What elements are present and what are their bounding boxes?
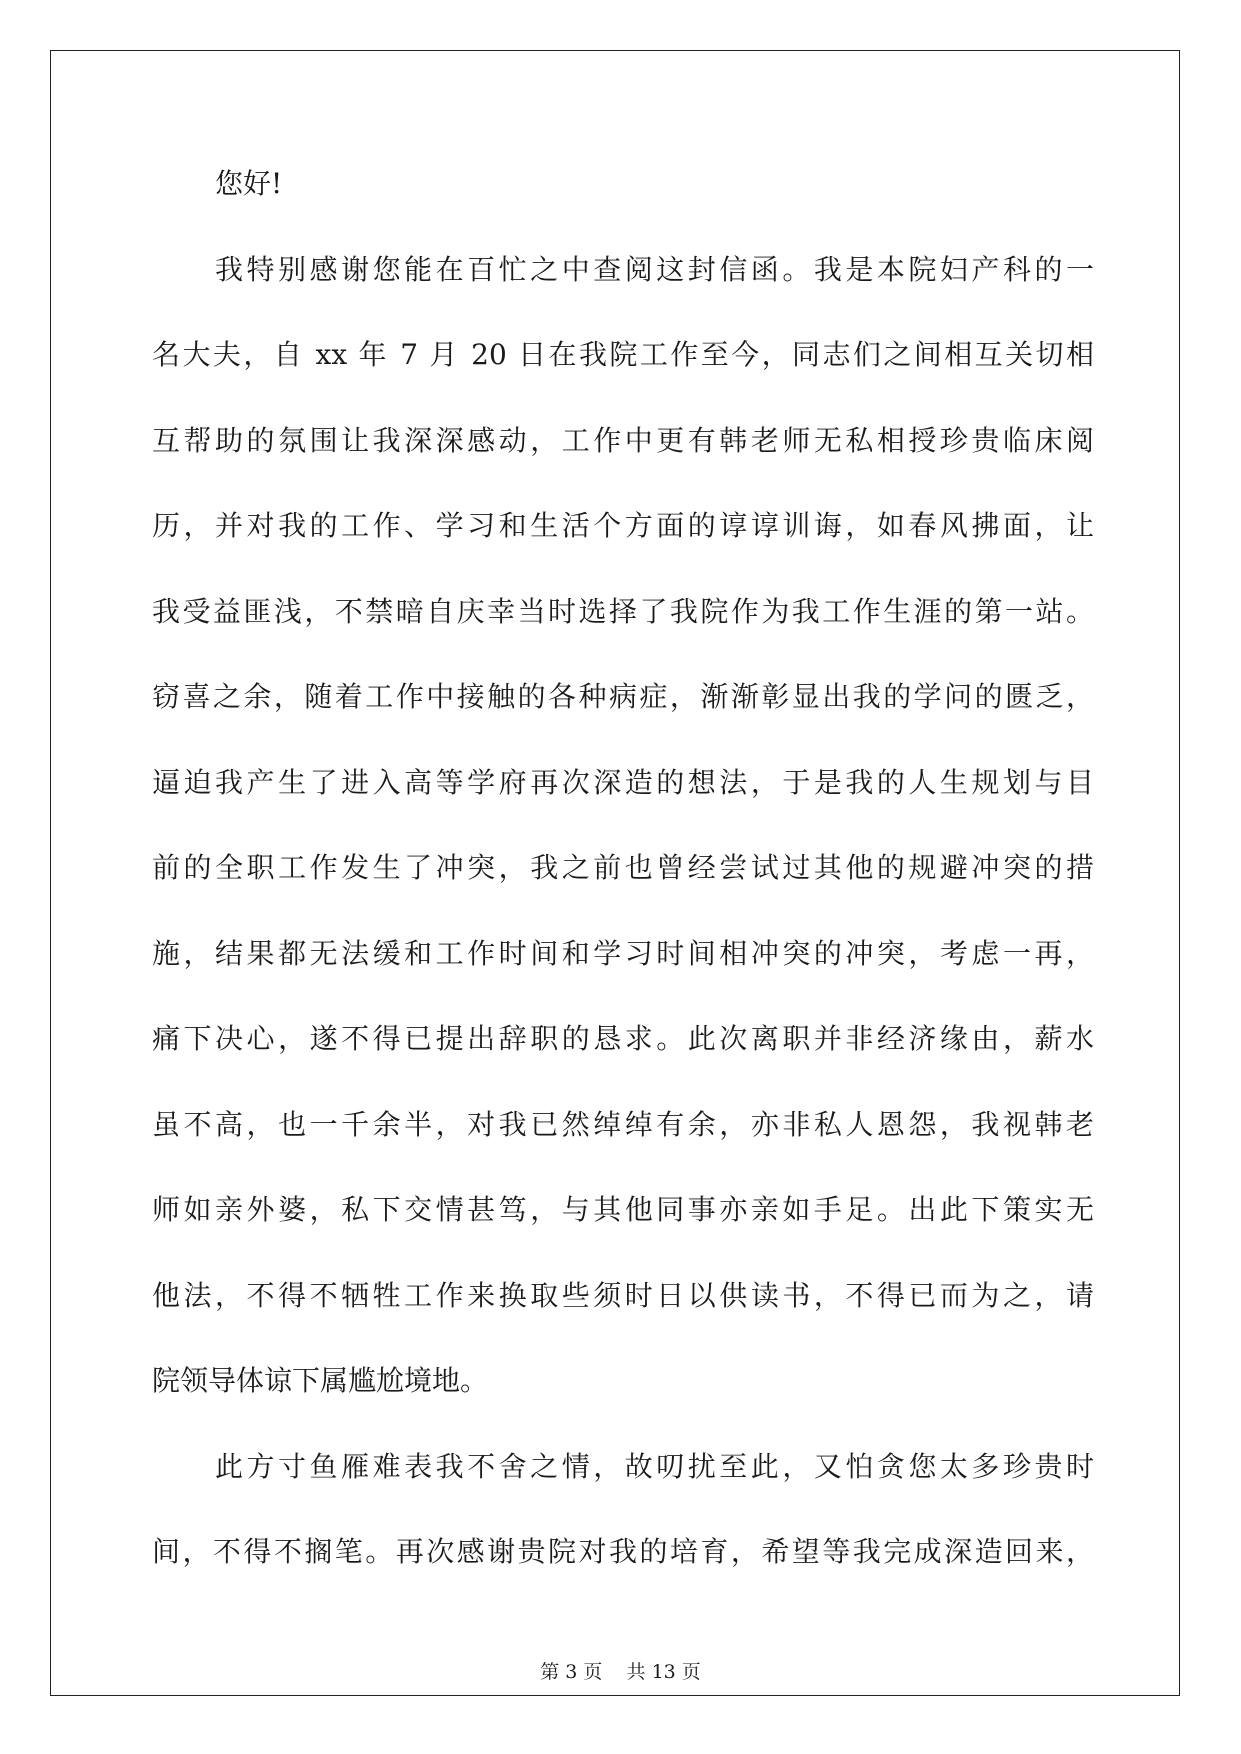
paragraph-line: 前的全职工作发生了冲突，我之前也曾经尝试过其他的规避冲突的措 (152, 851, 1094, 884)
paragraph-line: 间，不得不搁笔。再次感谢贵院对我的培育，希望等我完成深造回来， (152, 1535, 1094, 1568)
paragraph-line: 痛下决心，遂不得已提出辞职的恳求。此次离职并非经济缘由，薪水 (152, 1022, 1094, 1055)
paragraph-line: 我特别感谢您能在百忙之中查阅这封信函。我是本院妇产科的一 (215, 252, 1094, 286)
paragraph-line: 名大夫，自 xx 年 7 月 20 日在我院工作至今，同志们之间相互关切相 (152, 338, 1094, 371)
paragraph-line: 窃喜之余，随着工作中接触的各种病症，渐渐彰显出我的学问的匮乏， (152, 680, 1094, 713)
paragraph-line: 师如亲外婆，私下交情甚笃，与其他同事亦亲如手足。出此下策实无 (152, 1193, 1094, 1226)
paragraph-line: 此方寸鱼雁难表我不舍之情，故叨扰至此，又怕贪您太多珍贵时 (215, 1449, 1094, 1483)
page-number-footer: 第 3 页 共 13 页 (540, 1661, 701, 1683)
paragraph-line: 逼迫我产生了进入高等学府再次深造的想法，于是我的人生规划与目 (152, 765, 1094, 799)
greeting-line: 您好! (215, 167, 283, 200)
paragraph-line: 院领导体谅下属尴尬境地。 (152, 1364, 489, 1397)
paragraph-line: 我受益匪浅，不禁暗自庆幸当时选择了我院作为我工作生涯的第一站。 (152, 594, 1094, 628)
paragraph-line: 历，并对我的工作、学习和生活个方面的谆谆训诲，如春风拂面，让 (152, 509, 1094, 542)
paragraph-line: 虽不高，也一千余半，对我已然绰绰有余，亦非私人恩怨，我视韩老 (152, 1107, 1094, 1141)
letter-body (152, 164, 1094, 1618)
paragraph-line: 他法，不得不牺牲工作来换取些须时日以供读书，不得已而为之，请 (152, 1278, 1094, 1312)
paragraph-line: 互帮助的氛围让我深深感动，工作中更有韩老师无私相授珍贵临床阅 (152, 423, 1094, 457)
paragraph-line: 施，结果都无法缓和工作时间和学习时间相冲突的冲突，考虑一再， (152, 936, 1094, 970)
